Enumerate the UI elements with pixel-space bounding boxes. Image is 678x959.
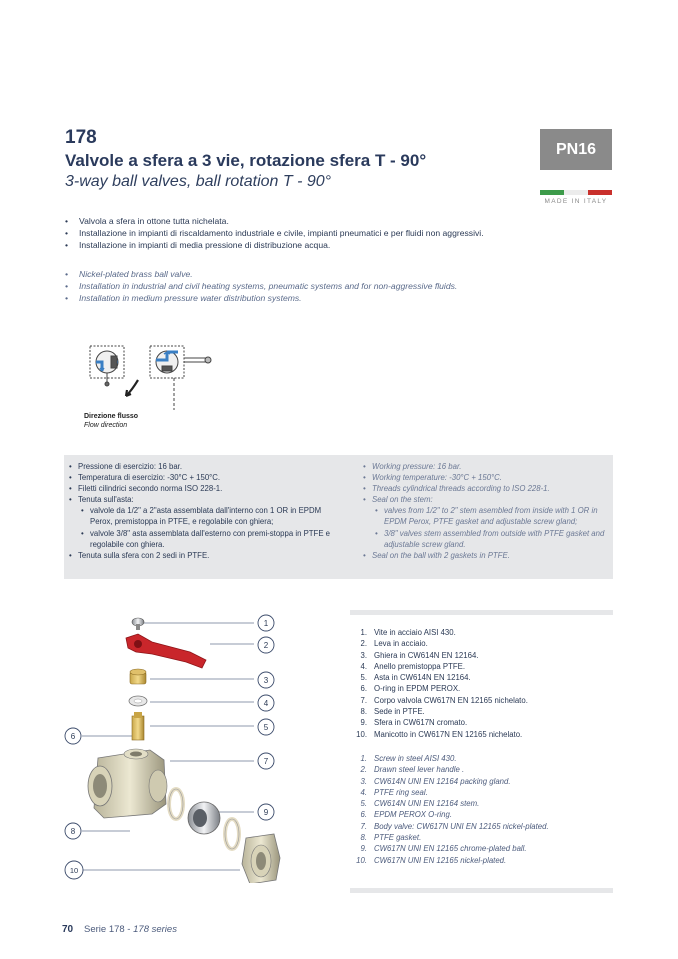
svg-text:4: 4 bbox=[263, 699, 269, 708]
part-number: 6. bbox=[360, 810, 367, 820]
part-number: 3. bbox=[360, 776, 367, 786]
italian-flag-icon bbox=[540, 190, 612, 195]
part-item bbox=[353, 661, 613, 672]
footer-series bbox=[84, 924, 177, 935]
flow-label-italian: Direzione flusso bbox=[84, 413, 139, 420]
series-label-en: 178 series bbox=[133, 924, 177, 935]
part-number: 9. bbox=[360, 844, 367, 854]
part-item bbox=[353, 809, 613, 820]
callout-9 bbox=[258, 804, 274, 820]
callout-4 bbox=[258, 695, 274, 711]
svg-text:6: 6 bbox=[70, 732, 76, 741]
part-text: Sfera in CW617N cromato. bbox=[374, 718, 468, 728]
valve-schematic-right bbox=[150, 346, 211, 378]
callout-2 bbox=[258, 637, 274, 653]
part-item bbox=[353, 672, 613, 683]
ball-part bbox=[188, 802, 220, 834]
part-number: 10. bbox=[356, 729, 367, 739]
svg-text:2: 2 bbox=[263, 641, 269, 650]
spec-subitem: • valvole 3/8" asta assemblata dall'esterno con premi-stoppa in PTFE e regolabile con ghiera. bbox=[78, 528, 334, 550]
part-text: Corpo valvola CW617N EN 12165 nichelato. bbox=[374, 695, 528, 705]
ptfe-ring-part bbox=[129, 696, 147, 706]
callout-5 bbox=[258, 719, 274, 735]
callout-3 bbox=[258, 672, 274, 688]
part-item bbox=[353, 855, 613, 866]
part-text: CW614N UNI EN 12164 packing gland. bbox=[374, 776, 511, 786]
svg-text:5: 5 bbox=[263, 723, 269, 732]
feature-item: • Nickel-plated brass ball valve. bbox=[64, 268, 534, 280]
valve-body-part bbox=[88, 749, 167, 818]
feature-item: • Installation in medium pressure water distribution systems. bbox=[64, 292, 534, 304]
part-text: Manicotto in CW617N EN 12165 nichelato. bbox=[374, 729, 523, 739]
part-text: Sede in PTFE. bbox=[374, 707, 425, 717]
part-number: 5. bbox=[360, 673, 367, 683]
lever-part bbox=[126, 634, 206, 668]
spec-item bbox=[358, 494, 608, 549]
part-text: Drawn steel lever handle . bbox=[374, 765, 465, 775]
page-number: 70 bbox=[62, 924, 74, 935]
ptfe-seat-part bbox=[225, 819, 239, 849]
part-text: Screw in steel AISI 430. bbox=[374, 754, 457, 763]
part-item bbox=[353, 821, 613, 832]
part-text: CW614N UNI EN 12164 stem. bbox=[374, 799, 480, 809]
part-item bbox=[353, 683, 613, 694]
flow-label-english: Flow direction bbox=[84, 422, 128, 429]
part-number: 2. bbox=[360, 765, 367, 775]
part-text: Anello premistoppa PTFE. bbox=[374, 661, 466, 671]
spec-item: • Filetti cilindrici secondo norma ISO 228-1. bbox=[64, 483, 334, 494]
screw-part bbox=[132, 618, 144, 630]
spec-item: • Temperatura di esercizio: -30°C + 150°C. bbox=[64, 472, 334, 483]
part-number: 8. bbox=[360, 833, 367, 843]
part-number: 4. bbox=[360, 661, 367, 671]
callout-7 bbox=[258, 753, 274, 769]
title-italian: Valvole a sfera a 3 vie, rotazione sfera T - 90° bbox=[65, 151, 427, 170]
part-text: Leva in acciaio. bbox=[374, 639, 428, 649]
part-text: PTFE ring seal. bbox=[374, 787, 428, 797]
title-english: 3-way ball valves, ball rotation T - 90° bbox=[65, 173, 332, 190]
flow-direction-diagram bbox=[82, 338, 222, 418]
spec-subitem: • 3/8" valves stem assembled from outside with PTFE gasket and adjustable screw gland. bbox=[372, 528, 608, 550]
part-item bbox=[353, 650, 613, 661]
part-item bbox=[353, 798, 613, 809]
part-item bbox=[353, 729, 613, 740]
spec-sublist bbox=[78, 505, 334, 549]
packing-gland-part bbox=[130, 669, 146, 684]
spec-item: • Pressione di esercizio: 16 bar. bbox=[64, 461, 334, 472]
spec-item bbox=[64, 494, 334, 549]
spec-item: • Threads cylindrical threads according to ISO 228-1. bbox=[358, 483, 608, 494]
part-number: 10. bbox=[356, 855, 367, 865]
part-text: Body valve: CW617N UNI EN 12165 nickel-plated. bbox=[374, 821, 549, 831]
feature-item: • Installazione in impianti di media pressione di distribuzione acqua. bbox=[64, 239, 484, 251]
part-item bbox=[353, 695, 613, 706]
feature-item: • Installazione in impianti di riscaldamento industriale e civile, impianti pneumatici e per fluidi non aggressivi. bbox=[64, 227, 484, 239]
part-text: CW617N UNI EN 12165 nickel-plated. bbox=[374, 855, 507, 865]
spec-item: • Working temperature: -30°C + 150°C. bbox=[358, 472, 608, 483]
part-number: 1. bbox=[360, 628, 367, 637]
part-text: EPDM PEROX O-ring. bbox=[374, 810, 452, 820]
part-text: O-ring in EPDM PEROX. bbox=[374, 684, 461, 694]
part-item bbox=[353, 627, 613, 638]
svg-text:9: 9 bbox=[263, 808, 269, 817]
part-number: 9. bbox=[360, 718, 367, 728]
part-item bbox=[353, 717, 613, 728]
spec-subitem: • valvole da 1/2" a 2"asta assemblata dall'interno con 1 OR in EPDM Perox, premistoppa in PTFE, e regolabile con ghiera; bbox=[78, 505, 334, 527]
part-text: Ghiera in CW614N EN 12164. bbox=[374, 650, 479, 660]
parts-list-english bbox=[353, 753, 613, 866]
part-item bbox=[353, 832, 613, 843]
parts-list-italian bbox=[353, 627, 613, 740]
part-text: CW617N UNI EN 12165 chrome-plated ball. bbox=[374, 844, 527, 854]
part-item bbox=[353, 787, 613, 798]
pressure-badge: PN16 bbox=[540, 129, 612, 170]
product-code: 178 bbox=[65, 127, 97, 148]
part-number: 1. bbox=[360, 754, 367, 763]
exploded-view-diagram bbox=[60, 608, 285, 883]
part-number: 7. bbox=[360, 821, 367, 831]
callout-6 bbox=[65, 728, 81, 744]
spec-item: • Seal on the ball with 2 gaskets in PTFE. bbox=[358, 550, 608, 561]
features-english bbox=[64, 268, 534, 304]
ptfe-seat-part bbox=[169, 789, 183, 819]
svg-text:7: 7 bbox=[263, 757, 269, 766]
part-number: 7. bbox=[360, 695, 367, 705]
svg-text:1: 1 bbox=[263, 619, 269, 628]
part-number: 4. bbox=[360, 787, 367, 797]
part-item bbox=[353, 776, 613, 787]
callout-8 bbox=[65, 823, 81, 839]
part-number: 3. bbox=[360, 650, 367, 660]
part-item bbox=[353, 764, 613, 775]
stem-part bbox=[132, 712, 144, 740]
part-text: PTFE gasket. bbox=[374, 833, 422, 843]
parts-divider bbox=[350, 610, 613, 615]
made-in-italy-label: MADE IN ITALY bbox=[544, 198, 608, 205]
callout-1 bbox=[258, 615, 274, 631]
part-item bbox=[353, 753, 613, 764]
spec-item: • Tenuta sulla sfera con 2 sedi in PTFE. bbox=[64, 550, 334, 561]
spec-subitem: • valves from 1/2" to 2" stem asembled from inside with 1 OR in EPDM Perox, PTFE gasket and adjustable screw gland; bbox=[372, 505, 608, 527]
feature-item: • Installation in industrial and civil heating systems, pneumatic systems and for non-aggressive fluids. bbox=[64, 280, 534, 292]
series-label-it: Serie 178 - bbox=[84, 924, 131, 935]
specs-english bbox=[358, 461, 608, 561]
svg-text:3: 3 bbox=[263, 676, 269, 685]
part-item bbox=[353, 706, 613, 717]
part-number: 5. bbox=[360, 799, 367, 809]
part-item bbox=[353, 638, 613, 649]
svg-text:10: 10 bbox=[69, 866, 79, 875]
part-text: Vite in acciaio AISI 430. bbox=[374, 628, 456, 637]
callout-10 bbox=[65, 861, 83, 879]
specs-italian bbox=[64, 461, 334, 561]
part-item bbox=[353, 843, 613, 854]
part-number: 2. bbox=[360, 639, 367, 649]
parts-divider bbox=[350, 888, 613, 893]
features-italian bbox=[64, 215, 484, 251]
part-text: Asta in CW614N EN 12164. bbox=[374, 673, 471, 683]
feature-item: • Valvola a sfera in ottone tutta nichelata. bbox=[64, 215, 484, 227]
part-number: 6. bbox=[360, 684, 367, 694]
svg-text:8: 8 bbox=[70, 827, 76, 836]
spec-item-text: Tenuta sull'asta: bbox=[78, 495, 134, 505]
spec-sublist bbox=[372, 505, 608, 549]
union-nut-part bbox=[242, 834, 280, 883]
specifications-box bbox=[64, 455, 613, 579]
spec-item-text: Seal on the stem: bbox=[372, 495, 433, 505]
spec-item: • Working pressure: 16 bar. bbox=[358, 461, 608, 472]
part-number: 8. bbox=[360, 707, 367, 717]
valve-schematic-left bbox=[90, 346, 124, 386]
